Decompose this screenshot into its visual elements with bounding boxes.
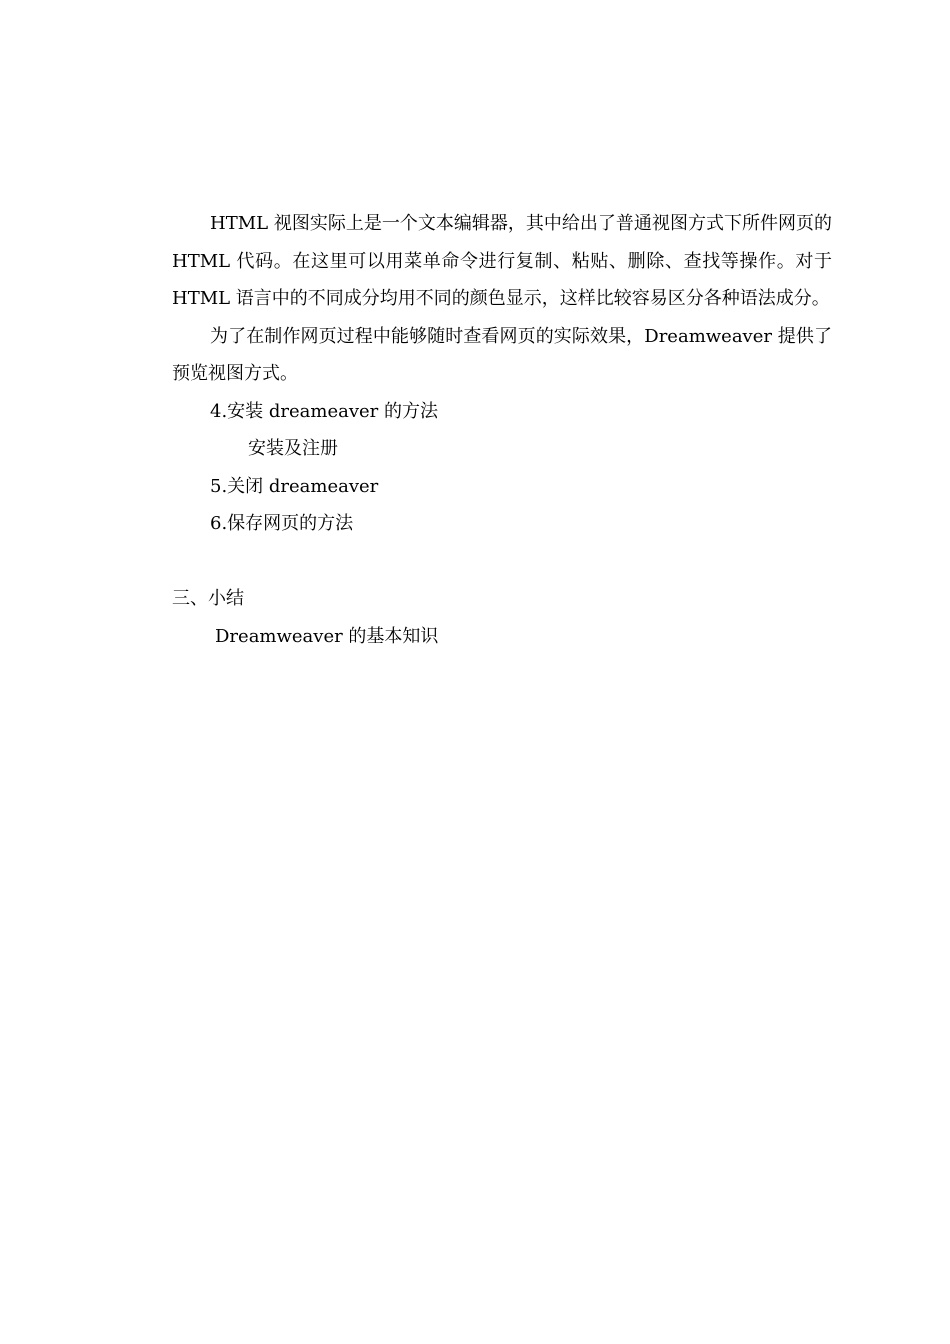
document-body bbox=[172, 205, 832, 655]
list-item-install: 4.安装 dreameaver 的方法 bbox=[210, 400, 439, 422]
blank-line bbox=[172, 543, 832, 581]
list-subitem-install-register: 安装及注册 bbox=[248, 438, 338, 459]
list-item-save: 6.保存网页的方法 bbox=[210, 513, 354, 534]
paragraph-preview-view: 为了在制作网页过程中能够随时查看网页的实际效果，Dreamweaver 提供了预览视图方式。 bbox=[172, 325, 832, 384]
section-heading-summary: 三、小结 bbox=[172, 588, 244, 609]
list-item-close: 5.关闭 dreameaver bbox=[210, 475, 379, 497]
summary-text: Dreamweaver 的基本知识 bbox=[215, 625, 439, 647]
paragraph-html-view: HTML 视图实际上是一个文本编辑器，其中给出了普通视图方式下所件网页的 HTML 代码。在这里可以用菜单命令进行复制、粘贴、删除、查找等操作。对于 HTML 语言中的不同成分均用不同的颜色显示，这样比较容易区分各种语法成分。 bbox=[172, 213, 832, 309]
